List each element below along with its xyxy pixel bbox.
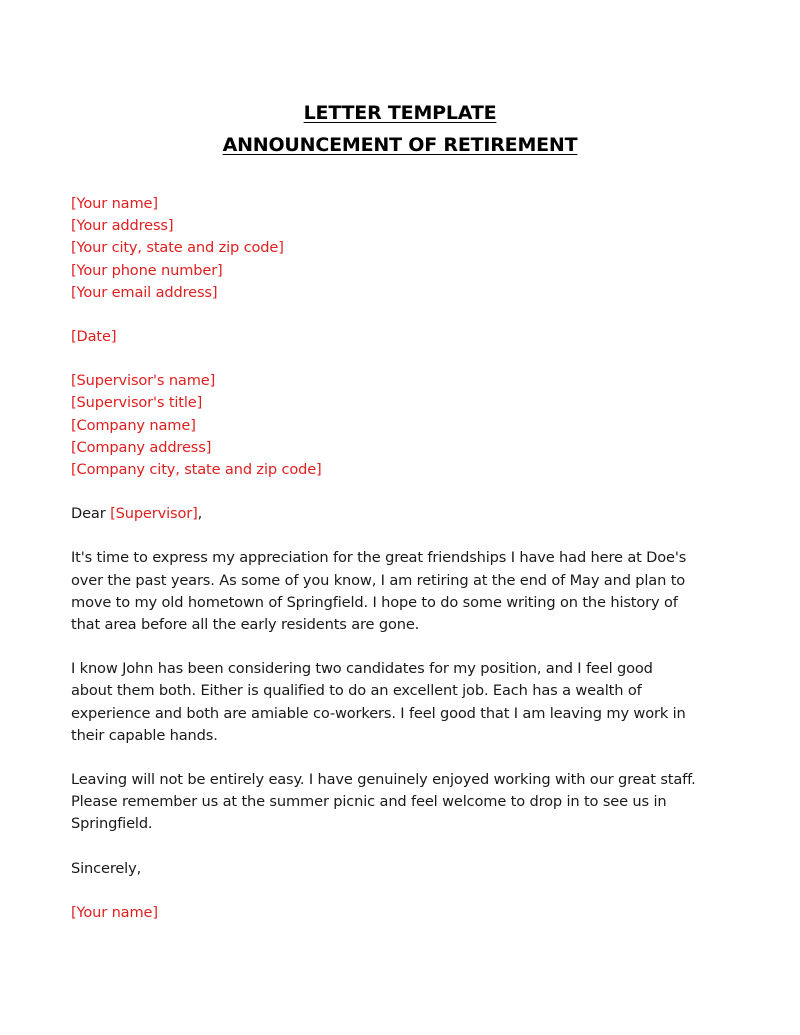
paragraph-line: Please remember us at the summer picnic and feel welcome to drop in to see us in bbox=[71, 793, 667, 811]
recipient-name: [Supervisor's name] bbox=[71, 372, 216, 390]
salutation-suffix: , bbox=[197, 505, 203, 523]
recipient-company-city-state-zip: [Company city, state and zip code] bbox=[71, 461, 322, 479]
sender-phone: [Your phone number] bbox=[71, 261, 223, 279]
closing: Sincerely, bbox=[71, 859, 142, 877]
paragraph-3 bbox=[71, 769, 731, 836]
title-line-1: LETTER TEMPLATE bbox=[303, 102, 497, 124]
paragraph-line: about them both. Either is qualified to do an excellent job. Each has a wealth of bbox=[71, 682, 642, 700]
letter-title bbox=[0, 97, 800, 161]
salutation-prefix: Dear bbox=[71, 505, 111, 523]
spacer bbox=[71, 525, 731, 547]
title-line-2: ANNOUNCEMENT OF RETIREMENT bbox=[222, 134, 578, 156]
paragraph-line: I know John has been considering two candidates for my position, and I feel good bbox=[71, 660, 653, 678]
paragraph-line: over the past years. As some of you know, I am retiring at the end of May and plan to bbox=[71, 571, 686, 589]
paragraph-line: move to my old hometown of Springfield. I hope to do some writing on the history of bbox=[71, 593, 678, 611]
paragraph-line: that area before all the early residents are gone. bbox=[71, 616, 420, 634]
sender-email: [Your email address] bbox=[71, 283, 218, 301]
spacer bbox=[71, 747, 731, 769]
spacer bbox=[71, 304, 731, 326]
paragraph-line: Leaving will not be entirely easy. I have genuinely enjoyed working with our great staff. bbox=[71, 771, 696, 789]
salutation bbox=[71, 503, 731, 525]
paragraph-2 bbox=[71, 658, 731, 747]
spacer bbox=[71, 880, 731, 902]
sender-address-block bbox=[71, 193, 731, 304]
recipient-company-address: [Company address] bbox=[71, 438, 212, 456]
paragraph-line: It's time to express my appreciation for the great friendships I have had here at Doe's bbox=[71, 549, 687, 567]
spacer bbox=[71, 836, 731, 858]
letter-body bbox=[71, 193, 731, 924]
paragraph-line: Springfield. bbox=[71, 815, 153, 833]
salutation-name: [Supervisor] bbox=[110, 505, 198, 523]
sender-name: [Your name] bbox=[71, 195, 158, 212]
letter-date: [Date] bbox=[71, 328, 117, 346]
sender-address: [Your address] bbox=[71, 217, 174, 235]
recipient-address-block bbox=[71, 370, 731, 481]
spacer bbox=[71, 348, 731, 370]
recipient-title: [Supervisor's title] bbox=[71, 394, 203, 412]
spacer bbox=[71, 636, 731, 658]
paragraph-line: experience and both are amiable co-workers. I feel good that I am leaving my work in bbox=[71, 704, 686, 722]
spacer bbox=[71, 481, 731, 503]
paragraph-1 bbox=[71, 547, 731, 636]
paragraph-line: their capable hands. bbox=[71, 726, 218, 744]
sender-city-state-zip: [Your city, state and zip code] bbox=[71, 239, 284, 257]
signature-name: [Your name] bbox=[71, 903, 158, 921]
recipient-company-name: [Company name] bbox=[71, 416, 196, 434]
